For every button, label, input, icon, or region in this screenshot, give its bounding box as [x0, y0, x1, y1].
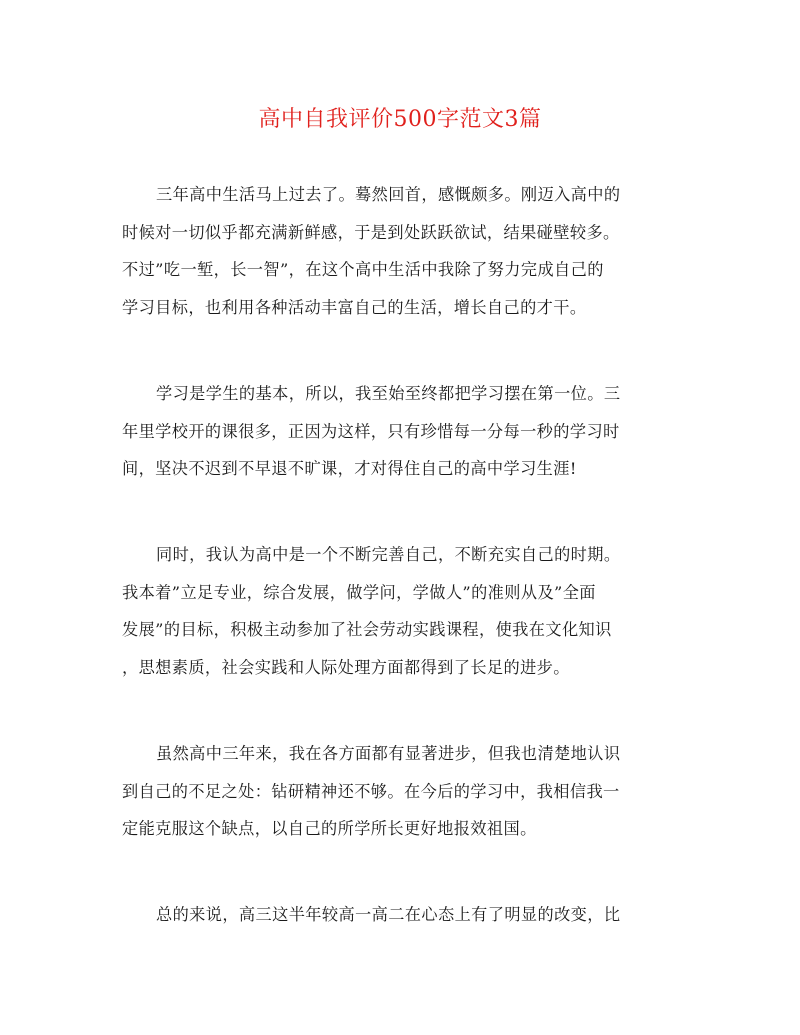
paragraph-line: 年里学校开的课很多，正因为这样，只有珍惜每一分每一秒的学习时 [122, 421, 620, 441]
paragraph-line: 不过”吃一堑，长一智”，在这个高中生活中我除了努力完成自己的 [122, 260, 604, 279]
paragraph-line: 到自己的不足之处：钻研精神还不够。在今后的学习中，我相信我一 [122, 781, 620, 801]
paragraph-3 [122, 536, 682, 686]
paragraph-line: 三年高中生活马上过去了。蓦然回首，感慨颇多。刚迈入高中的 [156, 185, 621, 204]
paragraph-line: 发展”的目标，积极主动参加了社会劳动实践课程，使我在文化知识 [122, 620, 612, 639]
paragraph-line: 时候对一切似乎都充满新鲜感，于是到处跃跃欲试，结果碰壁较多。 [122, 222, 620, 242]
paragraph-line: ，思想素质，社会实践和人际处理方面都得到了长足的进步。 [122, 657, 570, 677]
paragraph-line: 总的来说，高三这半年较高一高二在心态上有了明显的改变，比 [156, 905, 621, 924]
paragraph-line: 学习是学生的基本，所以，我至始至终都把学习摆在第一位。三 [156, 384, 621, 403]
paragraph-2 [122, 375, 682, 488]
paragraph-line: 同时，我认为高中是一个不断完善自己，不断充实自己的时期。 [156, 545, 621, 564]
paragraph-5 [122, 896, 682, 934]
document-title: 高中自我评价500字范文3篇 [258, 107, 542, 132]
paragraph-line: 虽然高中三年来，我在各方面都有显著进步，但我也清楚地认识 [156, 744, 621, 763]
paragraph-line: 定能克服这个缺点，以自己的所学所长更好地报效祖国。 [122, 819, 537, 838]
paragraph-line: 学习目标，也利用各种活动丰富自己的生活，增长自己的才干。 [122, 297, 587, 317]
paragraph-1 [122, 176, 682, 326]
paragraph-line: 间，坚决不迟到不早退不旷课，才对得住自己的高中学习生涯! [122, 459, 577, 478]
paragraph-line: 我本着”立足专业，综合发展，做学问，学做人”的准则从及”全面 [122, 582, 596, 602]
paragraph-4 [122, 735, 682, 848]
